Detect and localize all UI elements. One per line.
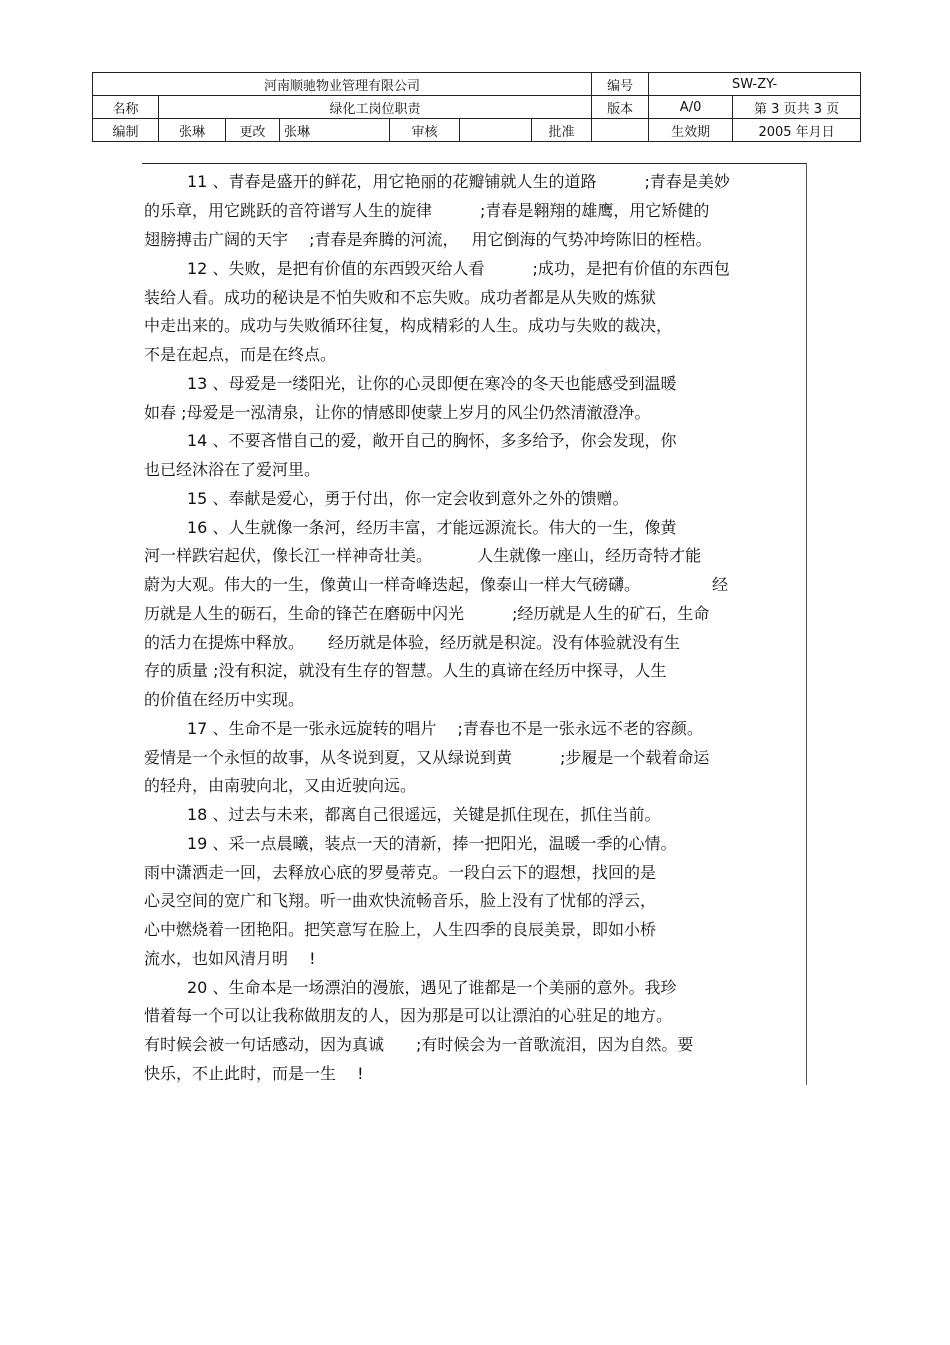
text-line: 15 、奉献是爱心，勇于付出，你一定会收到意外之外的馈赠。	[187, 489, 629, 508]
text-line: 17 、生命不是一张永远旋转的唱片 ;青春也不是一张永远不老的容颜。	[187, 719, 703, 738]
change-value: 张琳	[280, 119, 390, 142]
text-line: 19 、采一点晨曦，装点一天的清新，捧一把阳光，温暖一季的心情。	[187, 834, 677, 853]
text-line: 河一样跌宕起伏，像长江一样神奇壮美。 人生就像一座山，经历奇特才能	[144, 546, 702, 565]
text-line: 也已经沐浴在了爱河里。	[144, 460, 321, 479]
text-line: 不是在起点，而是在终点。	[144, 345, 337, 364]
text-line: 存的质量 ;没有积淀，就没有生存的智慧。人生的真谛在经历中探寻，人生	[144, 661, 667, 680]
text-line: 12 、失败，是把有价值的东西毁灭给人看 ;成功，是把有价值的东西包	[187, 259, 730, 278]
change-label: 更改	[226, 119, 280, 142]
review-label: 审核	[390, 119, 460, 142]
text-line: 雨中潇洒走一回，去释放心底的罗曼蒂克。一段白云下的遐想，找回的是	[144, 863, 657, 882]
code-label: 编号	[592, 73, 649, 96]
review-value	[460, 119, 532, 142]
author-value: 张琳	[159, 119, 226, 142]
text-line: 14 、不要吝惜自己的爱，敞开自己的胸怀，多多给予，你会发现，你	[187, 431, 677, 450]
version-label: 版本	[592, 96, 649, 119]
header-row-name	[93, 96, 861, 119]
text-line: 中走出来的。成功与失败循环往复，构成精彩的人生。成功与失败的裁决，	[144, 316, 673, 335]
text-line: 流水，也如风清月明 !	[144, 949, 316, 968]
text-line: 20 、生命本是一场漂泊的漫旅，遇见了谁都是一个美丽的意外。我珍	[187, 978, 677, 997]
effective-value: 2005 年月日	[733, 119, 861, 142]
text-line: 如春 ;母爱是一泓清泉，让你的情感即使蒙上岁月的风尘仍然清澈澄净。	[144, 403, 651, 422]
text-line: 11 、青春是盛开的鲜花，用它艳丽的花瓣铺就人生的道路 ;青春是美妙	[187, 172, 730, 191]
text-line: 13 、母爱是一缕阳光，让你的心灵即便在寒冷的冬天也能感受到温暖	[187, 374, 677, 393]
text-line: 装给人看。成功的秘诀是不怕失败和不忘失败。成功者都是从失败的炼狱	[144, 288, 657, 307]
approve-value	[592, 119, 649, 142]
text-line: 的活力在提炼中释放。 经历就是体验，经历就是积淀。没有体验就没有生	[144, 633, 681, 652]
company-name: 河南顺驰物业管理有限公司	[93, 73, 592, 96]
text-line: 16 、人生就像一条河，经历丰富，才能远源流长。伟大的一生，像黄	[187, 518, 677, 537]
text-line: 翅膀搏击广阔的天宇 ;青春是奔腾的河流， 用它倒海的气势冲垮陈旧的桎梏。	[144, 230, 712, 249]
text-line: 历就是人生的砺石，生命的锋芒在磨砺中闪光 ;经历就是人生的矿石，生命	[144, 604, 710, 623]
header-row-approvals	[93, 119, 861, 142]
name-label: 名称	[93, 96, 159, 119]
text-line: 有时候会被一句话感动，因为真诚 ;有时候会为一首歌流泪，因为自然。要	[144, 1035, 694, 1054]
text-line: 心中燃烧着一团艳阳。把笑意写在脸上，人生四季的良辰美景，即如小桥	[144, 920, 657, 939]
code-value: SW-ZY-	[649, 73, 861, 96]
header-row-company	[93, 73, 861, 96]
page-info: 第 3 页共 3 页	[733, 96, 861, 119]
text-line: 18 、过去与未来，都离自己很遥远，关键是抓住现在，抓住当前。	[187, 805, 661, 824]
text-line: 的轻舟，由南驶向北，又由近驶向远。	[144, 776, 417, 795]
text-line: 蔚为大观。伟大的一生，像黄山一样奇峰迭起，像泰山一样大气磅礴。 经	[144, 575, 729, 594]
text-line: 爱情是一个永恒的故事，从冬说到夏，又从绿说到黄 ;步履是一个载着命运	[144, 748, 710, 767]
body-frame-top-rule	[142, 163, 807, 164]
approve-label: 批准	[532, 119, 592, 142]
version-value: A/0	[649, 96, 733, 119]
text-line: 心灵空间的宽广和飞翔。听一曲欢快流畅音乐，脸上没有了忧郁的浮云，	[144, 891, 657, 910]
effective-label: 生效期	[649, 119, 733, 142]
body-frame-right-rule	[806, 163, 807, 1085]
author-label: 编制	[93, 119, 159, 142]
document-header-table	[92, 72, 861, 142]
name-value: 绿化工岗位职责	[159, 96, 592, 119]
text-line: 的价值在经历中实现。	[144, 690, 305, 709]
text-line: 惜着每一个可以让我称做朋友的人，因为那是可以让漂泊的心驻足的地方。	[144, 1006, 673, 1025]
text-line: 快乐，不止此时，而是一生 !	[144, 1064, 364, 1083]
text-line: 的乐章，用它跳跃的音符谱写人生的旋律 ;青春是翱翔的雄鹰，用它矫健的	[144, 201, 710, 220]
